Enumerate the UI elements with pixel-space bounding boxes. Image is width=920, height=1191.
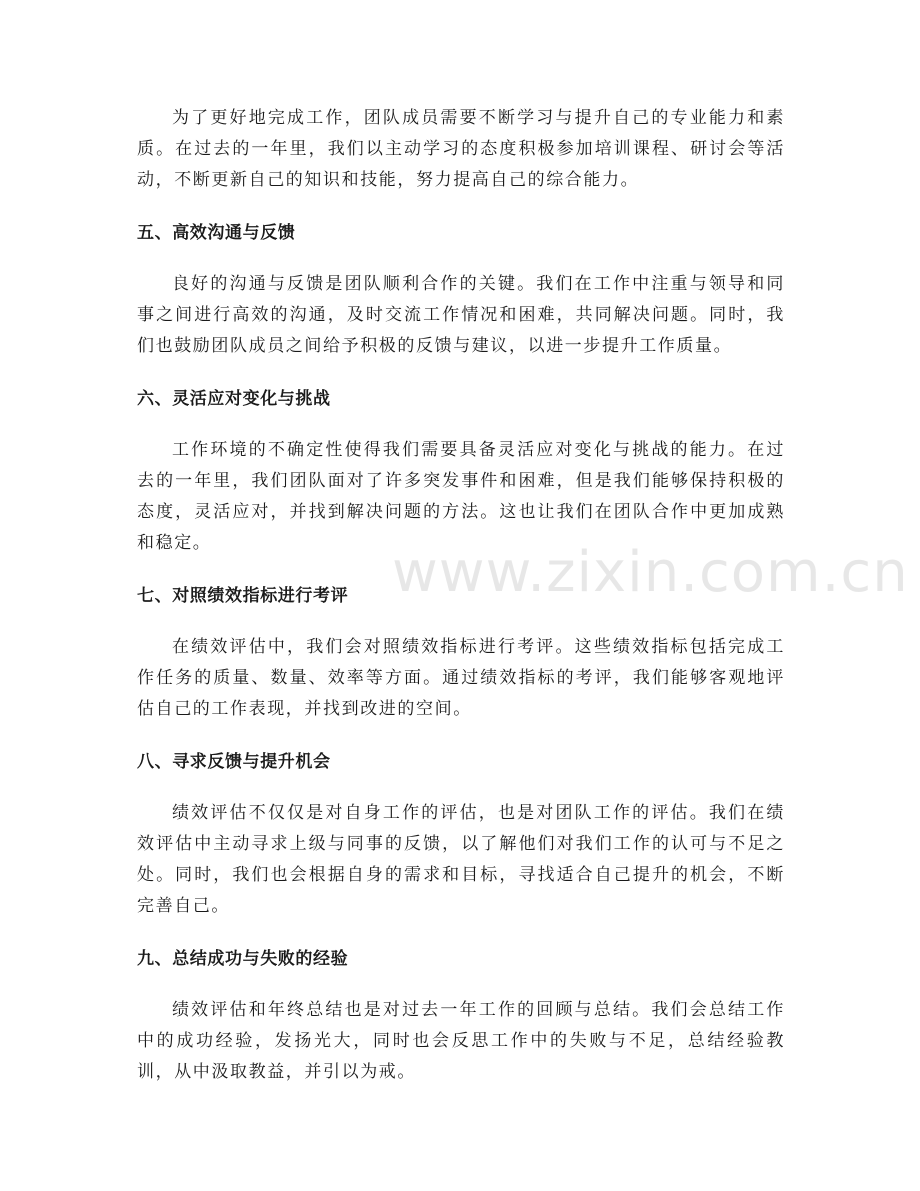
section-paragraph-9: 绩效评估和年终总结也是对过去一年工作的回顾与总结。我们会总结工作中的成功经验，发扬光大，同时也会反思工作中的失败与不足，总结经验教训，从中汲取教益，并引以为戒。	[137, 1000, 785, 1082]
intro-paragraph: 为了更好地完成工作，团队成员需要不断学习与提升自己的专业能力和素质。在过去的一年里，我们以主动学习的态度积极参加培训课程、研讨会等活动，不断更新自己的知识和技能，努力提高自己的综合能力。	[137, 108, 785, 190]
section-heading-6: 六、灵活应对变化与挑战	[137, 389, 331, 409]
spacer	[137, 249, 785, 269]
section-paragraph-8: 绩效评估不仅仅是对自身工作的评估，也是对团队工作的评估。我们在绩效评估中主动寻求上级与同事的反馈，以了解他们对我们工作的认可与不足之处。同时，我们也会根据自身的需求和目标，寻找适合自己提升的机会，不断完善自己。	[137, 803, 785, 916]
spacer	[137, 778, 785, 798]
section-paragraph-5: 良好的沟通与反馈是团队顺利合作的关键。我们在工作中注重与领导和同事之间进行高效的沟通，及时交流工作情况和困难，共同解决问题。同时，我们也鼓励团队成员之间给予积极的反馈与建议，以进一步提升工作质量。	[137, 274, 785, 356]
section-heading-9: 九、总结成功与失败的经验	[137, 949, 349, 969]
section-paragraph-6: 工作环境的不确定性使得我们需要具备灵活应对变化与挑战的能力。在过去的一年里，我们团队面对了许多突发事件和困难，但是我们能够保持积极的态度，灵活应对，并找到解决问题的方法。这也让我们在团队合作中更加成熟和稳定。	[137, 440, 785, 553]
watermark: www.zixin.com.cn	[392, 540, 909, 605]
spacer	[137, 612, 785, 632]
spacer	[137, 725, 785, 747]
spacer	[137, 415, 785, 435]
document-body	[137, 103, 785, 1088]
spacer	[137, 975, 785, 995]
spacer	[137, 196, 785, 218]
section-heading-7: 七、对照绩效指标进行考评	[137, 586, 349, 606]
section-heading-5: 五、高效沟通与反馈	[137, 223, 296, 243]
spacer	[137, 362, 785, 384]
spacer	[137, 922, 785, 944]
section-heading-8: 八、寻求反馈与提升机会	[137, 752, 331, 772]
spacer	[137, 559, 785, 581]
section-paragraph-7: 在绩效评估中，我们会对照绩效指标进行考评。这些绩效指标包括完成工作任务的质量、数量、效率等方面。通过绩效指标的考评，我们能够客观地评估自己的工作表现，并找到改进的空间。	[137, 637, 785, 719]
